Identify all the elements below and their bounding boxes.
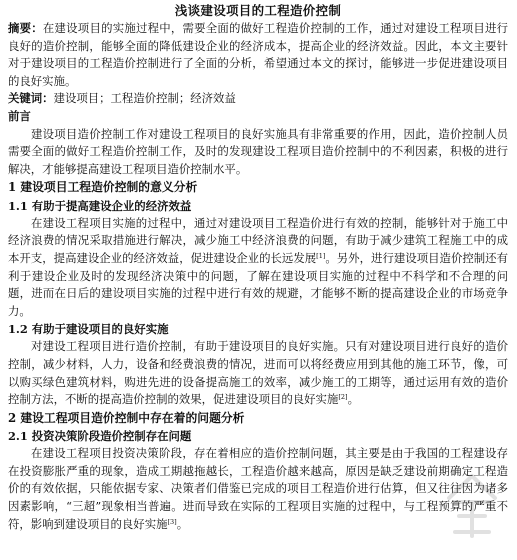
section-1-2-heading: 1.2 有助于建设项目的良好实施	[8, 322, 169, 337]
citation-ref: [3]	[167, 517, 177, 526]
keywords-label: 关键词：	[8, 91, 54, 106]
section-1-1-text: 在建设工程项目实施的过程中，通过对建设项目工程造价进行有效的控制，能够针对于施工中经济浪费的情况采取措施进行解决，减少施工中经济浪费的问题，有助于减少建筑工程施工中的成本开支，提高建设企业的经济效益，促进建设企业的长远发展[1]。另外，进行建设项目造价控制还有利于建设企业及时的发现经济决策中的问题，了解在建设项目实施的过程中不科学和不合理的问题，进而在日后的建设项目实施的过程中进行有效的规避，才能够不断的提高建设企业的市场竞争力。	[8, 215, 508, 318]
citation-ref: [1]	[316, 252, 326, 261]
abstract-text: 在建设项目的实施过程中，需要全面的做好工程造价控制的工作，通过对建设工程项目进行良好的造价控制，能够全面的降低建设企业的经济成本，提高企业的经济效益。因此，本文主要针对于建设项目的工程造价控制进行了全面的分析，希望通过本文的探讨，能够进一步促进建设项目的良好实施。	[8, 21, 508, 88]
section-1-2-text: 对建设工程项目进行造价控制，有助于建设项目的良好实施。只有对建设项目进行良好的造价控制，减少材料，人力，设备和经费浪费的情况，进而可以将经费应用到其他的施工环节，像，可以购买绿色建筑材料，购进先进的设备提高施工的效率，减少施工的工期等，通过运用有效的造价控制方法，不断的提高造价控制的效果，促进建设项目的良好实施[2]。	[8, 339, 508, 407]
document-page	[8, 3, 508, 533]
keywords-paragraph	[8, 90, 508, 108]
section-2-1-heading: 2.1 投资决策阶段造价控制存在问题	[8, 429, 192, 444]
abstract-label: 摘要：	[8, 21, 43, 35]
section-2-heading: 2 建设工程项目造价控制中存在着的问题分析	[8, 410, 245, 425]
abstract-paragraph	[8, 20, 508, 90]
section-2-1-text: 在建设工程项目投资决策阶段，存在着相应的造价控制问题，其主要是由于我国的工程建设存在投资膨胀严重的现象，造成工期越拖越长，工程造价越来越高，原因是缺乏建设前期确定工程造价的有效依据，只能依据专家、决策者们借鉴已完成的项目工程造价进行估算，但又往往因为诸多因素影响，“三超”现象相当普遍。进而导致在实际的工程项目实施的过程中，与工程预算的严重不符，影响到建设项目的良好实施[3]。	[8, 446, 508, 531]
preface-text: 建设项目造价控制工作对建设工程项目的良好实施具有非常重要的作用，因此，造价控制人员需要全面的做好工程造价控制工作，及时的发现建设工程项目造价控制中的不利因素，积极的进行解决，才能够提高建设工程项目造价控制水平。	[8, 126, 508, 176]
watermark-logo	[441, 472, 503, 542]
section-1-1-heading: 1.1 有助于提高建设企业的经济效益	[8, 198, 192, 213]
paper-title: 浅谈建设项目的工程造价控制	[174, 3, 342, 18]
section-1-heading: 1 建设项目工程造价控制的意义分析	[8, 180, 198, 195]
citation-ref: [2]	[338, 393, 348, 402]
keywords-text: 建设项目；工程造价控制；经济效益	[53, 91, 236, 106]
preface-heading: 前言	[8, 108, 31, 123]
